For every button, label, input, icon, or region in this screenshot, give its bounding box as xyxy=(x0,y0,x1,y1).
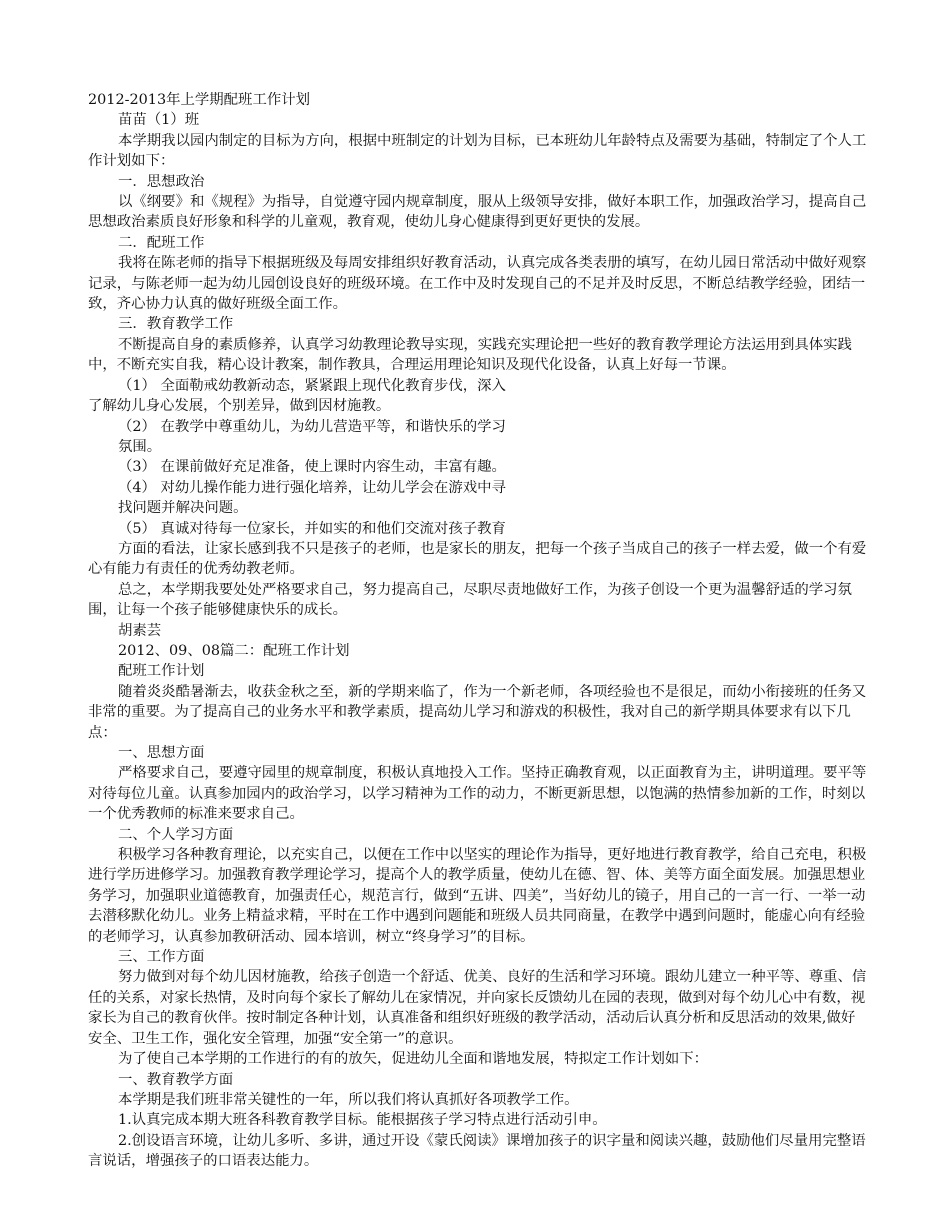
document-body xyxy=(88,90,868,1172)
class-name: 苗苗（1）班 xyxy=(118,112,200,129)
paragraph: 本学期我以园内制定的目标为方向，根据中班制定的计划为目标，已本班幼儿年龄特点及需要为基础，特制定了个人工作计划如下： xyxy=(88,132,867,170)
section-heading: 一、思想方面 xyxy=(118,745,205,761)
list-item: （1） 全面勒戒幼教新动态，紧紧跟上现代化教育步伐，深入 xyxy=(118,377,506,394)
paragraph: 不断提高自身的素质修养，认真学习幼教理论教导实现，实践充实理论把一些好的教育教学理论方法运用到具体实践中，不断充实自我，精心设计教案，制作教具，合理运用理论知识及现代化设备，认真上好每一节课。 xyxy=(88,336,852,374)
paragraph: 积极学习各种教育理论，以充实自己，以便在工作中以坚实的理论作为指导，更好地进行教育教学，给自己充电，积极进行学历进修学习。加强教育教学理论学习，提高个人的教学质量，使幼儿在德、智、体、美等方面全面发展。加强思想业务学习，加强职业道德教育，加强责任心，规范言行，做到“五讲、四美”，当好幼儿的镜子，用自己的一言一行、一举一动去潜移默化幼儿。业务上精益求精，平时在工作中遇到问题能和班级人员共同商量，在教学中遇到问题时，能虚心向有经验的老师学习，认真参加教研活动、园本培训，树立“终身学习”的目标。 xyxy=(88,847,867,945)
paragraph: 随着炎炎酷暑渐去，收获金秋之至，新的学期来临了，作为一个新老师，各项经验也不是很足，而幼小衔接班的任务又非常的重要。为了提高自己的业务水平和教学素质，提高幼儿学习和游戏的积极性，我对自己的新学期具体要求有以下几点： xyxy=(88,683,867,741)
paragraph: 努力做到对每个幼儿因材施教，给孩子创造一个舒适、优美、良好的生活和学习环境。跟幼儿建立一种平等、尊重、信任的关系，对家长热情，及时向每个家长了解幼儿在家情况，并向家长反馈幼儿在园的表现，做到对每个幼儿心中有数，视家长为自己的教育伙伴。按时制定各种计划，认真准备和组织好班级的教学活动，活动后认真分析和反思活动的效果,做好安全、卫生工作，强化安全管理，加强“安全第一”的意识。 xyxy=(88,969,867,1047)
paragraph: 总之，本学期我要处处严格要求自己，努力提高自己，尽职尽责地做好工作，为孩子创设一个更为温馨舒适的学习氛围，让每一个孩子能够健康快乐的成长。 xyxy=(88,581,852,619)
paragraph: 为了使自己本学期的工作进行的有的放矢，促进幼儿全面和谐地发展，特拟定工作计划如下： xyxy=(118,1051,709,1068)
section-heading: 一、教育教学方面 xyxy=(118,1071,234,1088)
section-heading: 一．思想政治 xyxy=(118,173,205,190)
paragraph: 方面的看法，让家长感到我不只是孩子的老师，也是家长的朋友，把每一个孩子当成自己的孩子一样去爱，做一个有爱心有能力有责任的优秀幼教老师。 xyxy=(88,540,867,578)
list-item: （4） 对幼儿操作能力进行强化培养，让幼儿学会在游戏中寻 xyxy=(118,479,506,496)
list-item-continuation: 找问题并解决问题。 xyxy=(118,500,248,517)
section-heading: 二、个人学习方面 xyxy=(118,826,234,843)
list-item-continuation: 氛围。 xyxy=(118,438,162,455)
numbered-item: 1.认真完成本期大班各科教育教学目标。能根据孩子学习特点进行活动引申。 xyxy=(118,1112,607,1129)
paragraph: 本学期是我们班非常关键性的一年，所以我们将认真抓好各项教学工作。 xyxy=(118,1091,579,1108)
list-item: （5） 真诚对待每一位家长，并如实的和他们交流对孩子教育 xyxy=(118,520,506,537)
section-heading: 二．配班工作 xyxy=(118,234,205,251)
paragraph: 严格要求自己，要遵守园里的规章制度，积极认真地投入工作。坚持正确教育观，以正面教育为主，讲明道理。要平等对待每位儿童。认真参加园内的政治学习，以学习精神为工作的动力，不断更新思想，以饱满的热情参加新的工作，时刻以一个优秀教师的标准来要求自己。 xyxy=(88,765,867,823)
numbered-item: 2.创设语言环境，让幼儿多听、多讲，通过开设《蒙氏阅读》课增加孩子的识字量和阅读兴趣，鼓励他们尽量用完整语言说话，增强孩子的口语表达能力。 xyxy=(88,1132,866,1170)
list-item: （2） 在教学中尊重幼儿，为幼儿营造平等，和谐快乐的学习 xyxy=(118,418,506,435)
list-item-continuation: 了解幼儿身心发展，个别差异，做到因材施教。 xyxy=(88,398,391,415)
author-name: 胡素芸 xyxy=(118,622,162,639)
section-title: 配班工作计划 xyxy=(118,663,205,680)
list-item: （3） 在课前做好充足准备，使上课时内容生动，丰富有趣。 xyxy=(118,459,506,476)
date-line: 2012、09、08篇二：配班工作计划 xyxy=(118,642,350,659)
paragraph: 我将在陈老师的指导下根据班级及每周安排组织好教育活动，认真完成各类表册的填写，在幼儿园日常活动中做好观察记录，与陈老师一起为幼儿园创设良好的班级环境。在工作中及时发现自己的不足并及时反思，不断总结教学经验，团结一致，齐心协力认真的做好班级全面工作。 xyxy=(88,255,867,313)
document-title: 2012-2013年上学期配班工作计划 xyxy=(88,92,311,108)
paragraph: 以《纲要》和《规程》为指导，自觉遵守园内规章制度，服从上级领导安排，做好本职工作，加强政治学习，提高自己思想政治素质良好形象和科学的儿童观，教育观，使幼儿身心健康得到更好更快的发展。 xyxy=(88,194,867,231)
section-heading: 三、工作方面 xyxy=(118,949,205,966)
section-heading: 三．教育教学工作 xyxy=(118,316,234,333)
